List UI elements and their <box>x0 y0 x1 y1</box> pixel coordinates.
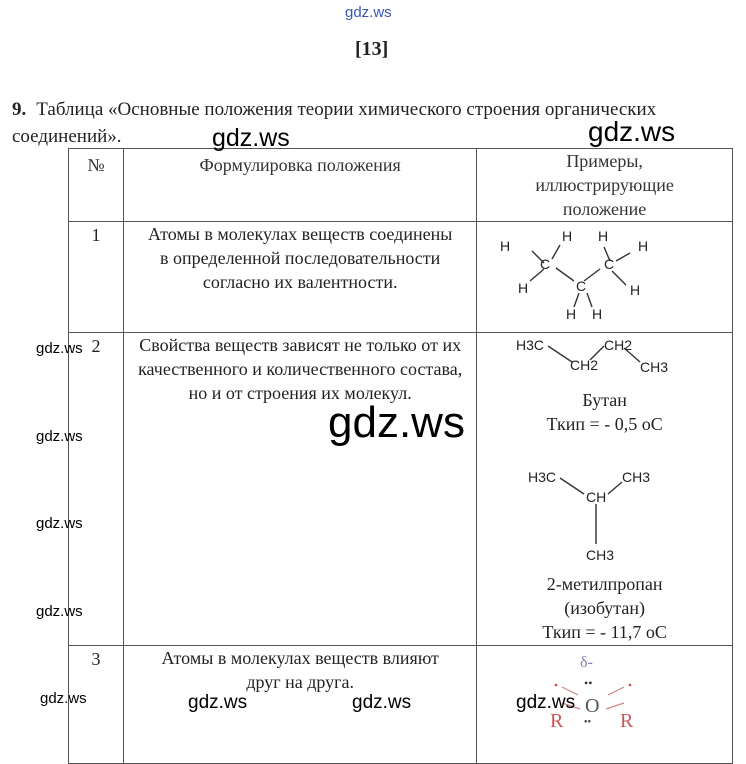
task-text: Таблица «Основные положения теории химического строения органических соединений». <box>12 99 657 147</box>
group-h3c: H3C <box>528 470 557 485</box>
isobutane-boiling-point: Ткип = - 11,7 оС <box>542 622 667 642</box>
table-row <box>69 333 733 646</box>
butane-boiling-point: Ткип = - 0,5 оС <box>546 414 663 434</box>
atom-h: H <box>630 282 641 298</box>
radical-r: R <box>620 710 634 732</box>
partial-charge-delta: δ- <box>580 654 593 671</box>
row-statement: Свойства веществ зависят не только от их качественного и количественного состава, но и от строения их молекул. <box>124 333 477 646</box>
radical-r: R <box>550 710 564 732</box>
row-statement: Атомы в молекулах веществ влияют друг на друга. <box>124 646 477 764</box>
watermark-top: gdz.ws <box>345 4 392 21</box>
atom-c: C <box>576 278 587 294</box>
group-ch: CH <box>586 489 607 505</box>
propane-structural-formula <box>492 223 717 325</box>
table-row <box>69 222 733 333</box>
watermark: gdz.ws <box>36 340 83 357</box>
watermark: gdz.ws <box>516 692 576 713</box>
group-ch2: CH2 <box>604 337 633 353</box>
isobutane-skeletal-formula <box>492 470 717 566</box>
watermark: gdz.ws <box>352 692 412 713</box>
group-ch2: CH2 <box>570 357 599 373</box>
watermark: gdz.ws <box>36 428 83 445</box>
isomers-examples <box>477 333 733 646</box>
atom-h: H <box>598 228 609 244</box>
watermark: gdz.ws <box>188 692 248 713</box>
row-number: 1 <box>69 222 124 333</box>
group-ch3: CH3 <box>640 359 669 375</box>
table-header-row <box>69 149 733 222</box>
header-examples: Примеры, иллюстрирующие положение <box>477 149 733 222</box>
atom-h: H <box>562 228 573 244</box>
header-number: № <box>69 149 124 222</box>
atom-h: H <box>518 280 529 296</box>
atom-h: H <box>592 306 603 322</box>
propane-structure <box>477 222 733 333</box>
butane-skeletal-formula <box>492 334 717 382</box>
atom-h: H <box>500 238 511 254</box>
group-ch3: CH3 <box>622 470 651 485</box>
watermark: gdz.ws <box>36 603 83 620</box>
atom-c: C <box>604 256 615 272</box>
theory-table <box>68 148 733 764</box>
row-number: 3 <box>69 646 124 764</box>
watermark: gdz.ws <box>40 690 87 707</box>
header-statement: Формулировка положения <box>124 149 477 222</box>
svg-text:••: •• <box>584 717 592 728</box>
butane-name: Бутан <box>582 390 627 410</box>
atom-o: O <box>585 695 600 717</box>
row-statement: Атомы в молекулах веществ соединены в определенной последовательности согласно их валентности. <box>124 222 477 333</box>
watermark: gdz.ws <box>328 398 465 447</box>
isobutane-name: 2-метилпропан <box>546 574 663 594</box>
svg-text:••: •• <box>584 676 593 690</box>
task-number: 9. <box>12 99 27 120</box>
watermark: gdz.ws <box>588 116 676 147</box>
atom-c: C <box>540 256 551 272</box>
page-number: [13] <box>355 38 389 60</box>
group-h3c: H3C <box>516 337 545 353</box>
row-number: 2 <box>69 333 124 646</box>
isobutane-alt-name: (изобутан) <box>564 598 646 618</box>
watermark: gdz.ws <box>212 124 290 152</box>
group-ch3: CH3 <box>586 547 615 563</box>
atom-h: H <box>566 306 577 322</box>
atom-h: H <box>638 238 649 254</box>
watermark: gdz.ws <box>36 515 83 532</box>
